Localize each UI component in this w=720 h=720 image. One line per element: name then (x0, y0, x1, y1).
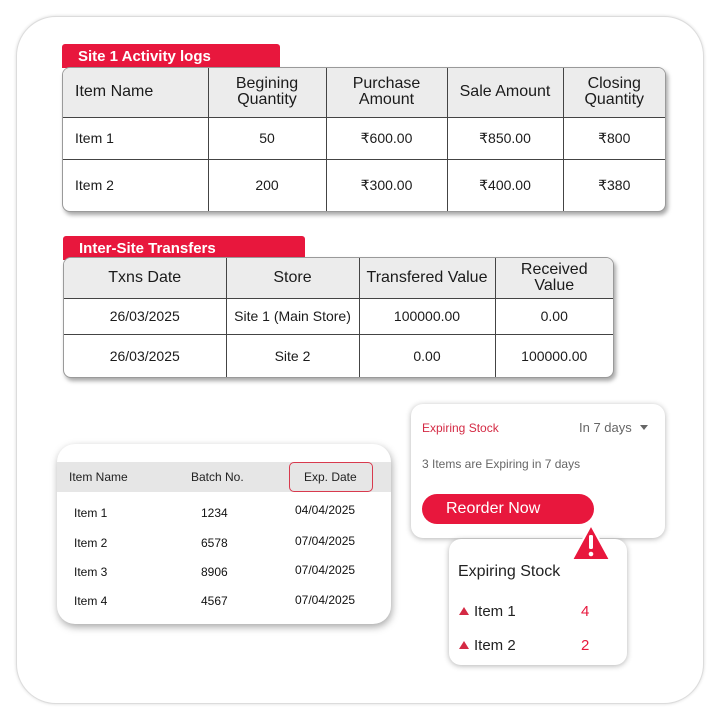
table-cell: Item 2 (63, 159, 208, 211)
expiry-header-batch: Batch No. (191, 470, 244, 484)
range-dropdown[interactable]: In 7 days (579, 420, 632, 435)
transfers-table (64, 258, 613, 377)
table-cell: 200 (208, 159, 326, 211)
widget-subtitle: 3 Items are Expiring in 7 days (422, 457, 581, 471)
expiry-batch: 1234 (201, 506, 228, 520)
expiry-list-header (57, 462, 391, 492)
transfers-header: Store (226, 258, 359, 298)
expiry-item-name: Item 3 (74, 565, 108, 579)
table-cell: 50 (208, 117, 326, 159)
transfers-tab-label: Inter-Site Transfers (63, 236, 305, 260)
chevron-down-icon[interactable] (640, 425, 648, 430)
expiry-item-name: Item 4 (74, 594, 108, 608)
table-cell: Site 2 (226, 334, 359, 377)
transfers-header: Received Value (495, 258, 613, 298)
expiry-header-date: Exp. Date (304, 470, 357, 484)
activity-table-card (62, 67, 666, 212)
widget-title: Expiring Stock (422, 421, 499, 435)
expiry-item-name: Item 2 (74, 536, 108, 550)
activity-table (63, 68, 665, 211)
alert-item (459, 603, 516, 620)
expiry-date: 07/04/2025 (295, 534, 356, 548)
alert-item-name: Item 1 (474, 603, 516, 620)
table-cell: ₹400.00 (447, 159, 563, 211)
table-cell: Site 1 (Main Store) (226, 298, 359, 334)
exp-date-highlight[interactable] (289, 462, 373, 492)
activity-header: Sale Amount (447, 68, 563, 117)
expiry-header-item: Item Name (69, 470, 128, 484)
expiring-stock-widget (411, 404, 665, 538)
warning-icon (571, 523, 611, 561)
table-cell: 100000.00 (359, 298, 495, 334)
expiry-batch: 6578 (201, 536, 228, 550)
reorder-now-button[interactable]: Reorder Now (422, 494, 594, 524)
table-cell: ₹800 (563, 117, 665, 159)
warning-icon (459, 607, 469, 615)
transfers-header: Transfered Value (359, 258, 495, 298)
table-cell: 26/03/2025 (64, 298, 226, 334)
table-cell: ₹850.00 (447, 117, 563, 159)
alert-title: Expiring Stock (458, 563, 561, 580)
activity-header: Item Name (63, 68, 208, 117)
table-cell: ₹600.00 (326, 117, 447, 159)
activity-header: Closing Quantity (563, 68, 665, 117)
expiry-batch: 8906 (201, 565, 228, 579)
expiry-date: 07/04/2025 (295, 563, 356, 577)
alert-item (459, 637, 516, 654)
transfers-header: Txns Date (64, 258, 226, 298)
expiry-list-card (57, 444, 391, 624)
warning-icon (459, 641, 469, 649)
alert-item-name: Item 2 (474, 637, 516, 654)
expiry-batch: 4567 (201, 594, 228, 608)
alert-item-count: 4 (581, 603, 590, 620)
activity-tab-label: Site 1 Activity logs (62, 44, 280, 68)
table-cell: 100000.00 (495, 334, 613, 377)
expiry-date: 07/04/2025 (295, 593, 356, 607)
activity-header: Begining Quantity (208, 68, 326, 117)
table-cell: 0.00 (495, 298, 613, 334)
expiry-date: 04/04/2025 (295, 503, 356, 517)
table-cell: 0.00 (359, 334, 495, 377)
alert-item-count: 2 (581, 637, 590, 654)
table-cell: 26/03/2025 (64, 334, 226, 377)
transfers-table-card (63, 257, 614, 378)
table-cell: Item 1 (63, 117, 208, 159)
activity-header: Purchase Amount (326, 68, 447, 117)
expiry-item-name: Item 1 (74, 506, 108, 520)
table-cell: ₹380 (563, 159, 665, 211)
table-cell: ₹300.00 (326, 159, 447, 211)
